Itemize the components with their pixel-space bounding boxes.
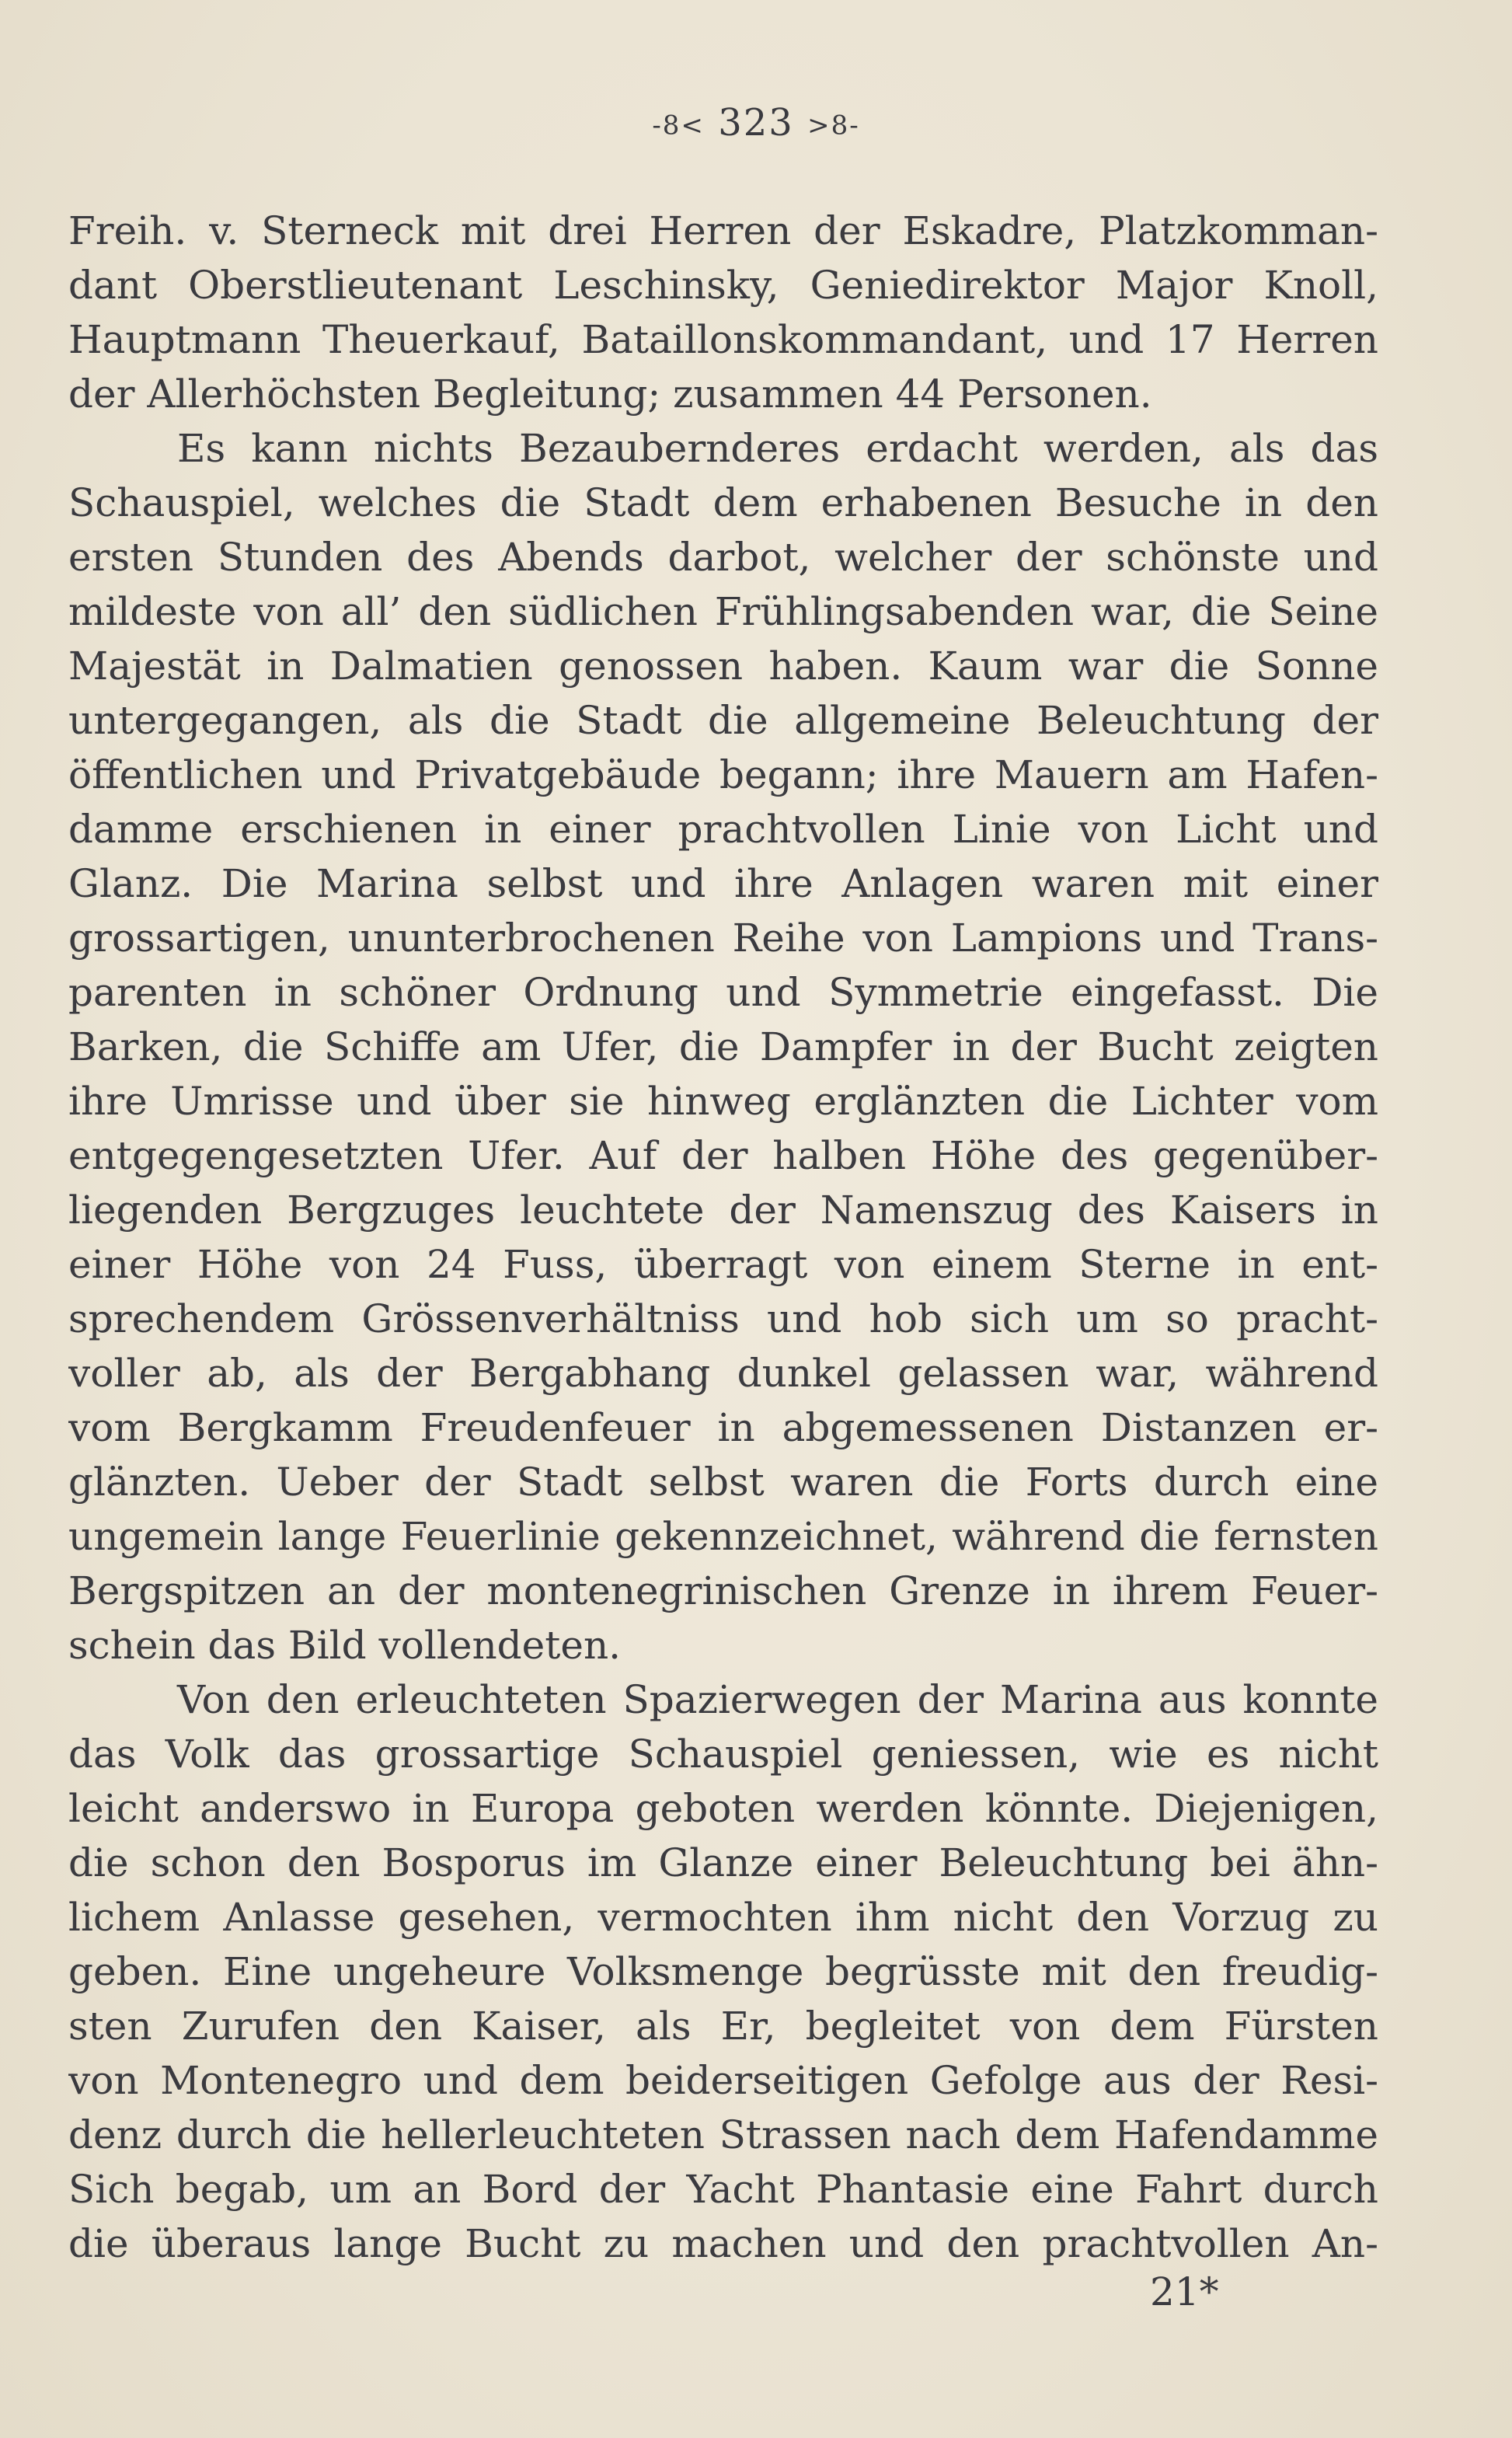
text-line: ungemein lange Feuerlinie gekennzeichnet, während die fernsten [68,1514,1378,1559]
text-line: von Montenegro und dem beiderseitigen Gefolge aus der Resi- [68,2058,1378,2103]
signature-mark: 21* [1150,2269,1219,2314]
body-text [68,204,1378,2271]
text-line: grossartigen, ununterbrochenen Reihe von Lampions und Trans- [68,916,1378,961]
text-line: schein das Bild vollendeten. [68,1623,622,1668]
text-line: einer Höhe von 24 Fuss, überragt von einem Sterne in ent- [68,1242,1378,1287]
text-line: mildeste von all’ den südlichen Frühlingsabenden war, die Seine [68,589,1378,634]
text-line: Hauptmann Theuerkauf, Bataillonskommandant, und 17 Herren [68,317,1378,362]
text-line: glänzten. Ueber der Stadt selbst waren die Forts durch eine [68,1460,1378,1505]
text-line: Sich begab, um an Bord der Yacht Phantasie eine Fahrt durch [68,2167,1378,2212]
text-line: Majestät in Dalmatien genossen haben. Kaum war die Sonne [68,644,1378,689]
text-line: öffentlichen und Privatgebäude begann; ihre Mauern am Hafen- [68,752,1378,797]
text-line: ersten Stunden des Abends darbot, welcher der schönste und [68,535,1378,580]
text-line: leicht anderswo in Europa geboten werden könnte. Diejenigen, [68,1786,1378,1831]
text-line: denz durch die hellerleuchteten Strassen nach dem Hafendamme [68,2112,1378,2157]
text-line: Es kann nichts Bezaubernderes erdacht werden, als das [177,426,1378,471]
text-line: damme erschienen in einer prachtvollen Linie von Licht und [68,807,1378,852]
text-line: sten Zurufen den Kaiser, als Er, begleitet von dem Fürsten [68,2004,1378,2049]
text-line: Von den erleuchteten Spazierwegen der Marina aus konnte [177,1677,1378,1722]
text-line: voller ab, als der Bergabhang dunkel gelassen war, während [68,1351,1378,1396]
text-line: Bergspitzen an der montenegrinischen Grenze in ihrem Feuer- [68,1568,1378,1613]
text-line: Freih. v. Sterneck mit drei Herren der Eskadre, Platzkomman- [68,208,1378,253]
left-ornament: -8< [652,110,705,141]
text-line: der Allerhöchsten Begleitung; zusammen 44 Personen. [68,371,1152,417]
text-line: untergegangen, als die Stadt die allgemeine Beleuchtung der [68,698,1378,743]
page-number: 323 [718,101,794,145]
text-line: vom Bergkamm Freudenfeuer in abgemessenen Distanzen er- [68,1405,1378,1450]
text-line: die schon den Bosporus im Glanze einer Beleuchtung bei ähn- [68,1840,1378,1885]
text-line: sprechendem Grössenverhältniss und hob sich um so pracht- [68,1296,1378,1341]
text-line: die überaus lange Bucht zu machen und den prachtvollen An- [68,2221,1378,2266]
page-header [0,101,1512,145]
text-line: das Volk das grossartige Schauspiel geniessen, wie es nicht [68,1732,1378,1777]
text-line: geben. Eine ungeheure Volksmenge begrüsste mit den freudig- [68,1949,1378,1994]
right-ornament: >8- [807,110,860,141]
text-line: Barken, die Schiffe am Ufer, die Dampfer in der Bucht zeigten [68,1024,1378,1069]
text-line: entgegengesetzten Ufer. Auf der halben Höhe des gegenüber- [68,1133,1378,1178]
text-line: parenten in schöner Ordnung und Symmetrie eingefasst. Die [68,970,1378,1015]
text-line: Schauspiel, welches die Stadt dem erhabenen Besuche in den [68,480,1378,525]
text-line: dant Oberstlieutenant Leschinsky, Geniedirektor Major Knoll, [68,263,1378,308]
text-line: Glanz. Die Marina selbst und ihre Anlagen waren mit einer [68,861,1378,906]
text-line: lichem Anlasse gesehen, vermochten ihm nicht den Vorzug zu [68,1895,1378,1940]
text-line: ihre Umrisse und über sie hinweg erglänzten die Lichter vom [68,1079,1378,1124]
text-line: liegenden Bergzuges leuchtete der Namenszug des Kaisers in [68,1188,1378,1233]
